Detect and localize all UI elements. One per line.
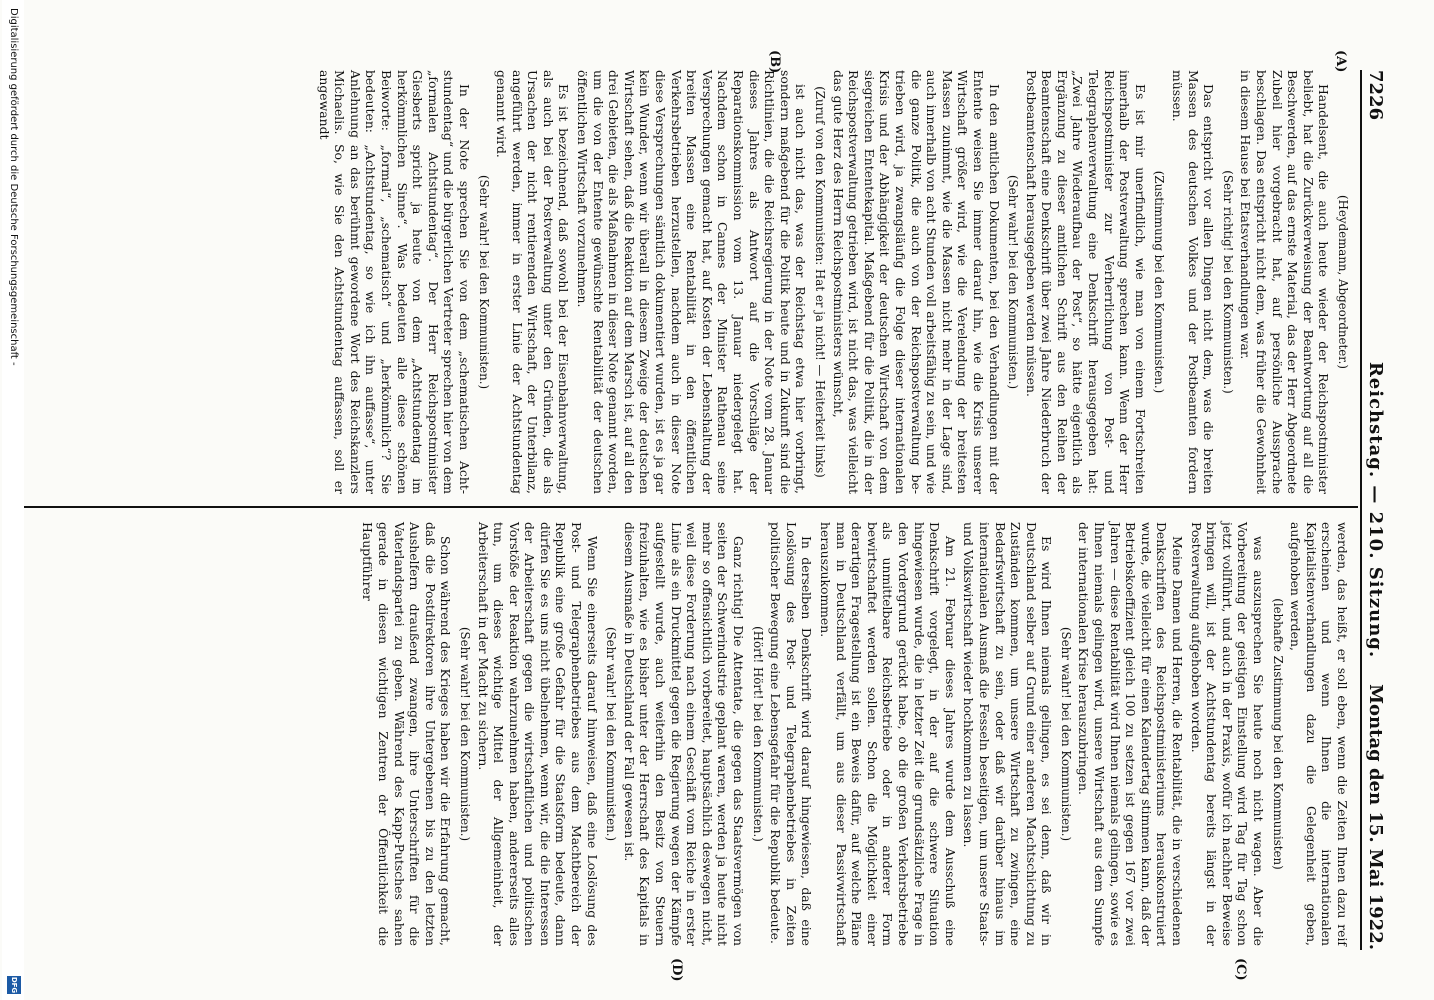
interjection: (Sehr wahr! bei den Kommunisten.) <box>1006 174 1021 390</box>
margin-marker-b: (B) <box>767 50 782 74</box>
paragraph: Es wird Ihnen niemals gelingen, es sei denn, daß wir in Deutschland selber auf Grund einer anderen Machtschichtung zu Zuständen kommen, um unsere Wirtschaft zu zwingen, eine Bedarfswirtschaft zu sein, oder daß wir darüber hinaus im internationalen Ausmaß die Fesseln beseitigen, um unsere Staats- und Volkswirtschaft wieder hochkommen zu lassen. <box>961 522 1055 946</box>
paragraph: In den amtlichen Dokumenten, bei den Verhandlungen mit der Entente weisen Sie immer darauf hin, wie die Krisis unserer Wirtschaft größer wird, wie die Verelendung der breitesten Massen zunimmt, wie die Massen nicht mehr in der Lage sind, auch innerhalb von acht Stunden voll arbeitsfähig zu sein, und wie die ganze Politik, die auch von der Reichspostverwaltung betrieben wird, ja zwangsläufig die Folge dieser internationalen Krisis und der Abhängigkeit der deutschen Wirtschaft von dem siegreichen Ententekapital. Maßgebend für die Politik, die in der Reichspostverwaltung getrieben wird, ist nicht das, was vielleicht das gute Herz des Herrn Reichspostministers wünscht, <box>830 70 1002 494</box>
paragraph: was auszusprechen Sie heute noch nicht wagen. Aber die Vorbereitung der geistigen Einstellung wird Tag für Tag schon jetzt vollführt, und auch in der Praxis, wofür ich nachher Beweise bringen will, ist der Achtstundentag bereits längst in der Postverwaltung aufgehoben worden. <box>1188 522 1267 946</box>
dfg-logo: DFG <box>7 976 21 994</box>
session-title: Reichstag. — 210. Sitzung. <box>1365 361 1386 659</box>
left-column <box>313 70 1350 494</box>
page-header <box>1360 70 1386 950</box>
interjection: (Sehr richtig! bei den Kommunisten.) <box>1220 170 1235 394</box>
interjection: (Sehr wahr! bei den Kommunisten.) <box>604 626 619 842</box>
footer-bar <box>2 0 24 1000</box>
margin-marker-c: (C) <box>1233 958 1248 981</box>
session-date: Montag den 15. Mai 1922. <box>1365 684 1386 950</box>
paragraph: In der Note sprechen Sie von dem „schematischen Achtstundentag“ und die bürgerlichen Vertreter sprechen hier von dem „formalen Achtstundentag“. Der Herr Reichspostminister Giesberts spricht ja heute von dem „Achtstundentag im herkömmlichen Sinne“. Was bedeuten alle diese schönen Beiworte: „formal“, „schematisch“ und „herkömmlich“? Sie bedeuten: „Achtstundentag, so wie ich ihn auffasse“, unter Anlehnung an das berühmt gewordene Wort des Reichskanzlers Michaelis. So, wie Sie den Achtstundentag auffassen, soll er angewandt <box>316 70 472 494</box>
paragraph: Das entspricht vor allen Dingen nicht dem, was die breiten Massen des deutschen Volkes und der Postbeamten fordern müssen. <box>1170 70 1217 494</box>
paragraph: Ganz richtig! Die Attentate, die gegen das Staatsvermögen von seiten der Schwerindustrie geplant waren, werden ja heute nicht mehr so offensichtlich vorbereitet, hauptsächlich deswegen nicht, weil diese Forderung nach einem Geschäft vom Reiche in erster Linie als ein Druckmittel gegen die Regierung wegen der Kämpfe aufgestellt wurde, auch weiterhin den Besitz von Steuern freizuhalten, wie es bisher unter der Herrschaft des Kapitals in diesem Ausmaße in Deutschland der Fall gewesen ist. <box>621 522 747 946</box>
interjection: (Zuruf von den Kommunisten: Hat er ja nicht! — Heiterkeit links) <box>813 86 827 478</box>
interjection: (Sehr wahr! bei den Kommunisten.) <box>1058 626 1073 842</box>
paragraph: Am 21. Februar dieses Jahres wurde dem Ausschuß eine Denkschrift vorgelegt, in der auf die schwere Situation hingewiesen wurde, die in letzter Zeit die grundsätzliche Frage in den Vordergrund gerückt habe, ob die großen Verkehrsbetriebe als unmittelbare Reichsbetriebe oder in anderer Form bewirtschaftet werden sollen. Schon die Möglichkeit einer derartigen Fragestellung ist ein Beweis dafür, auf welche Pläne man in Deutschland verfällt, um aus dieser Passivwirtschaft herauszukommen. <box>818 522 958 946</box>
paragraph: Handelsent, die auch heute wieder der Reichspostminister beliebt, hat die Zurückverweisung der Beantwortung auf all die Beschwerden, auf das ernste Material, das der Herr Abgeordnete Zubeil hier vorgebracht hat, auf persönliche Aussprache beschlagen. Das entspricht nicht dem, was früher die Gewohnheit in diesem Hause bei Etatsverhandlungen war. <box>1238 70 1332 494</box>
interjection: (Hört! Hört! bei den Kommunisten.) <box>750 626 765 842</box>
interjection: (Zustimmung bei den Kommunisten.) <box>1152 170 1167 394</box>
right-column <box>357 522 1350 946</box>
interjection: (Sehr wahr! bei den Kommunisten.) <box>457 626 472 842</box>
margin-marker-d: (D) <box>669 958 684 982</box>
paragraph: ist auch nicht das, was der Reichstag etwa hier vorbringt, sondern maßgebend für die Politik heute und in Zukunft sind die Richtlinien, die die Reichsregierung in der Note vom 28. Januar dieses Jahres als Antwort auf die Vorschläge der Reparationskommission vom 13. Januar niedergelegt hat. Nachdem schon in Cannes der Minister Rathenau seine Versprechungen gemacht hat, auf Kosten der Lebenshaltung der breiten Massen eine Rentabilität in den öffentlichen Verkehrsbetrieben herzustellen, nachdem auch in dieser Note diese Versprechungen sämtlich dokumentiert wurden, ist es ja gar kein Wunder, wenn wir überall in diesem Zweige der deutschen Wirtschaft sehen, daß die Reaktion auf dem Marsch ist, auf all den drei Gebieten, die als Maßnahmen in dieser Note genannt worden, um die von der Entente gewünschte Rentabilität der deutschen öffentlichen Wirtschaft vorzunehmen. <box>575 70 809 494</box>
paragraph: Es ist mir unerfindlich, wie man von einem Fortschreiten innerhalb der Postverwaltung sprechen kann. Wenn der Herr Reichspostminister zur Verherrlichung von Post- und Telegraphenverwaltung eine Denkschrift herausgegeben hat: „Zwei Jahre Wiederaufbau der Post“, so hätte eigentlich als Ergänzung zu dieser amtlichen Schrift aus den Reihen der Beamtenschaft eine Denkschrift über zwei Jahre Niederbruch der Postbeamtenschaft herausgegeben werden müssen. <box>1023 70 1148 494</box>
page-number: 7226 <box>1365 70 1386 121</box>
paragraph: werden, das heißt, er soll eben, wenn die Zeiten Ihnen dazu reif erscheinen und wenn Ihnen die internationalen Kapitalistenverhandlungen dazu die Gelegenheit geben, aufgehoben werden, <box>1288 522 1350 946</box>
margin-marker-a: (A) <box>1333 50 1348 73</box>
paragraph: Es ist bezeichnend, daß sowohl bei der Eisenbahnverwaltung, als auch bei der Postverwaltung unter den Gründen, die als Ursachen der nicht rentierenden Wirtschaft, der Unterbilanz, angeführt werden, immer in erster Linie der Achtstundentag genannt wird. <box>494 70 572 494</box>
interjection: (lebhafte Zustimmung bei den Kommunisten) <box>1270 598 1285 870</box>
paragraph: In derselben Denkschrift wird darauf hingewiesen, daß eine Loslösung des Post- und Telegraphenbetriebes in Zeiten politischer Bewegung eine Lebensgefahr für die Republik bedeute. <box>768 522 815 946</box>
paragraph: Schon während des Krieges haben wir die Erfahrung gemacht, daß die Postdirektoren ihre Untergebenen bis zu den letzten Aushelfern draußend zwangen, ihre Unterschriften für die Vaterlandspartei zu geben. Während des Kapp-Putsches sahen gerade in diesen wichtigen Zentren der Öffentlichkeit die Hauptführer <box>360 522 454 946</box>
interjection: (Sehr wahr! bei den Kommunisten.) <box>476 174 491 390</box>
paragraph: Wenn Sie einerseits darauf hinweisen, daß eine Loslösung des Post- und Telegraphenbetriebes aus dem Machtbereich der Republik eine große Gefahr für die Staatsform bedeute, dann dürfen Sie es uns nicht übelnehmen, wenn wir, die die Interessen der Arbeiterschaft gegen die wirtschaftlichen und politischen Vorstöße der Reaktion wahrzunehmen haben, andererseits alles tun, um dieses wichtige Mittel der Allgemeinheit, der Arbeiterschaft in der Macht zu sichern. <box>475 522 600 946</box>
paragraph: Meine Damen und Herren, die Rentabilität, die in verschiedenen Denkschriften des Reichspostministeriums herauskonstruiert wurde, die vielleicht für einen Kalendertag stimmen kann, daß der Betriebskoeffizient gleich 100 zu setzen ist gegen 167 vor zwei Jahren — diese Rentabilität wird Ihnen niemals gelingen, sowie es Ihnen niemals gelingen wird, unsere Wirtschaft aus dem Sumpfe der internationalen Krise herauszubringen. <box>1076 522 1186 946</box>
speaker-line: (Heydemann, Abgeordneter.) <box>1336 195 1350 369</box>
column-divider <box>8 506 1358 508</box>
footer-credit: Digitalisierung gefördert durch die Deutsche Forschungsgemeinschaft - <box>8 8 19 366</box>
